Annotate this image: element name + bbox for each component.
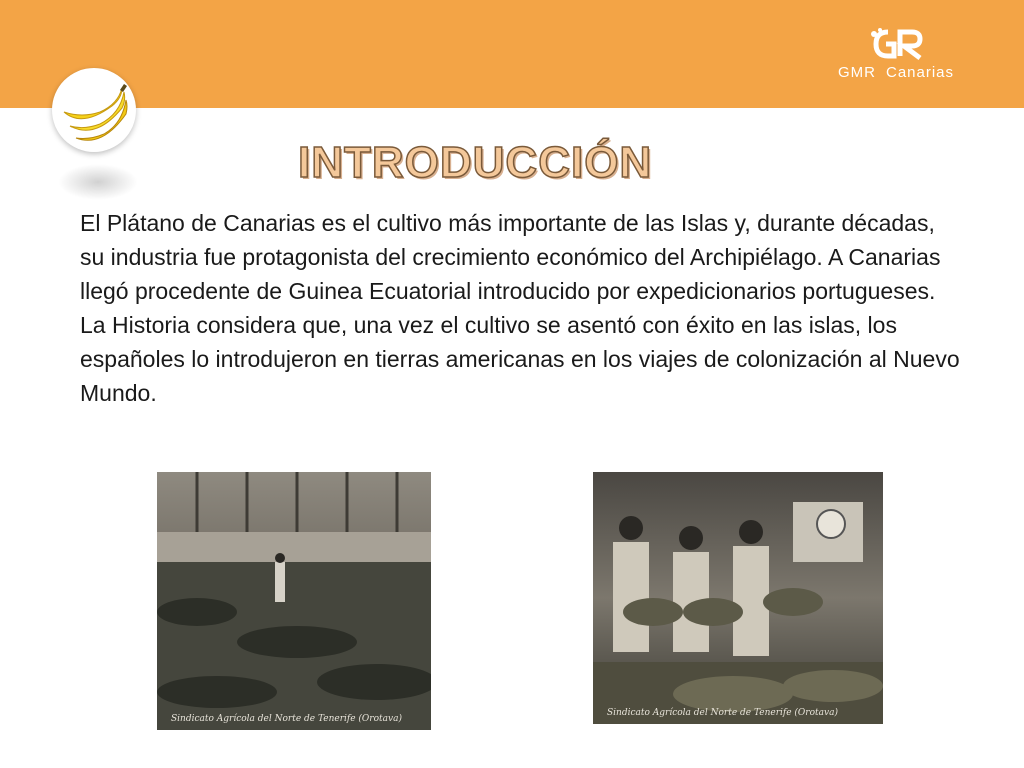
banana-icon	[52, 68, 136, 152]
logo-text-gmr: GMR	[837, 64, 876, 81]
logo-text-canarias: Canarias	[885, 64, 955, 81]
photo-caption: Sindicato Agrícola del Norte de Tenerife (Orotava)	[171, 714, 402, 724]
paragraph: La Historia considera que, una vez el cultivo se asentó con éxito en las islas, los españoles lo introdujeron en tierras americanas en los viajes de colonización al Nuevo Mundo.	[80, 312, 960, 406]
page-title: INTRODUCCIÓN	[298, 138, 653, 187]
gmr-canarias-logo	[816, 26, 976, 86]
photo-warehouse	[157, 472, 431, 730]
body-text	[80, 206, 960, 410]
gmr-logo-mark	[866, 26, 926, 62]
photo-workers	[593, 472, 883, 724]
photo-workers-image	[593, 472, 883, 724]
logo-text	[816, 64, 976, 81]
badge-shadow	[58, 164, 138, 200]
paragraph: El Plátano de Canarias es el cultivo más importante de las Islas y, durante décadas, su industria fue protagonista del crecimiento económico del Archipiélago. A Canarias llegó procedente de Guinea Ecuatorial introducido por expedicionarios portugueses.	[80, 210, 941, 304]
banana-badge	[52, 68, 136, 152]
photo-caption: Sindicato Agrícola del Norte de Tenerife (Orotava)	[607, 708, 838, 718]
photo-warehouse-image	[157, 472, 431, 730]
